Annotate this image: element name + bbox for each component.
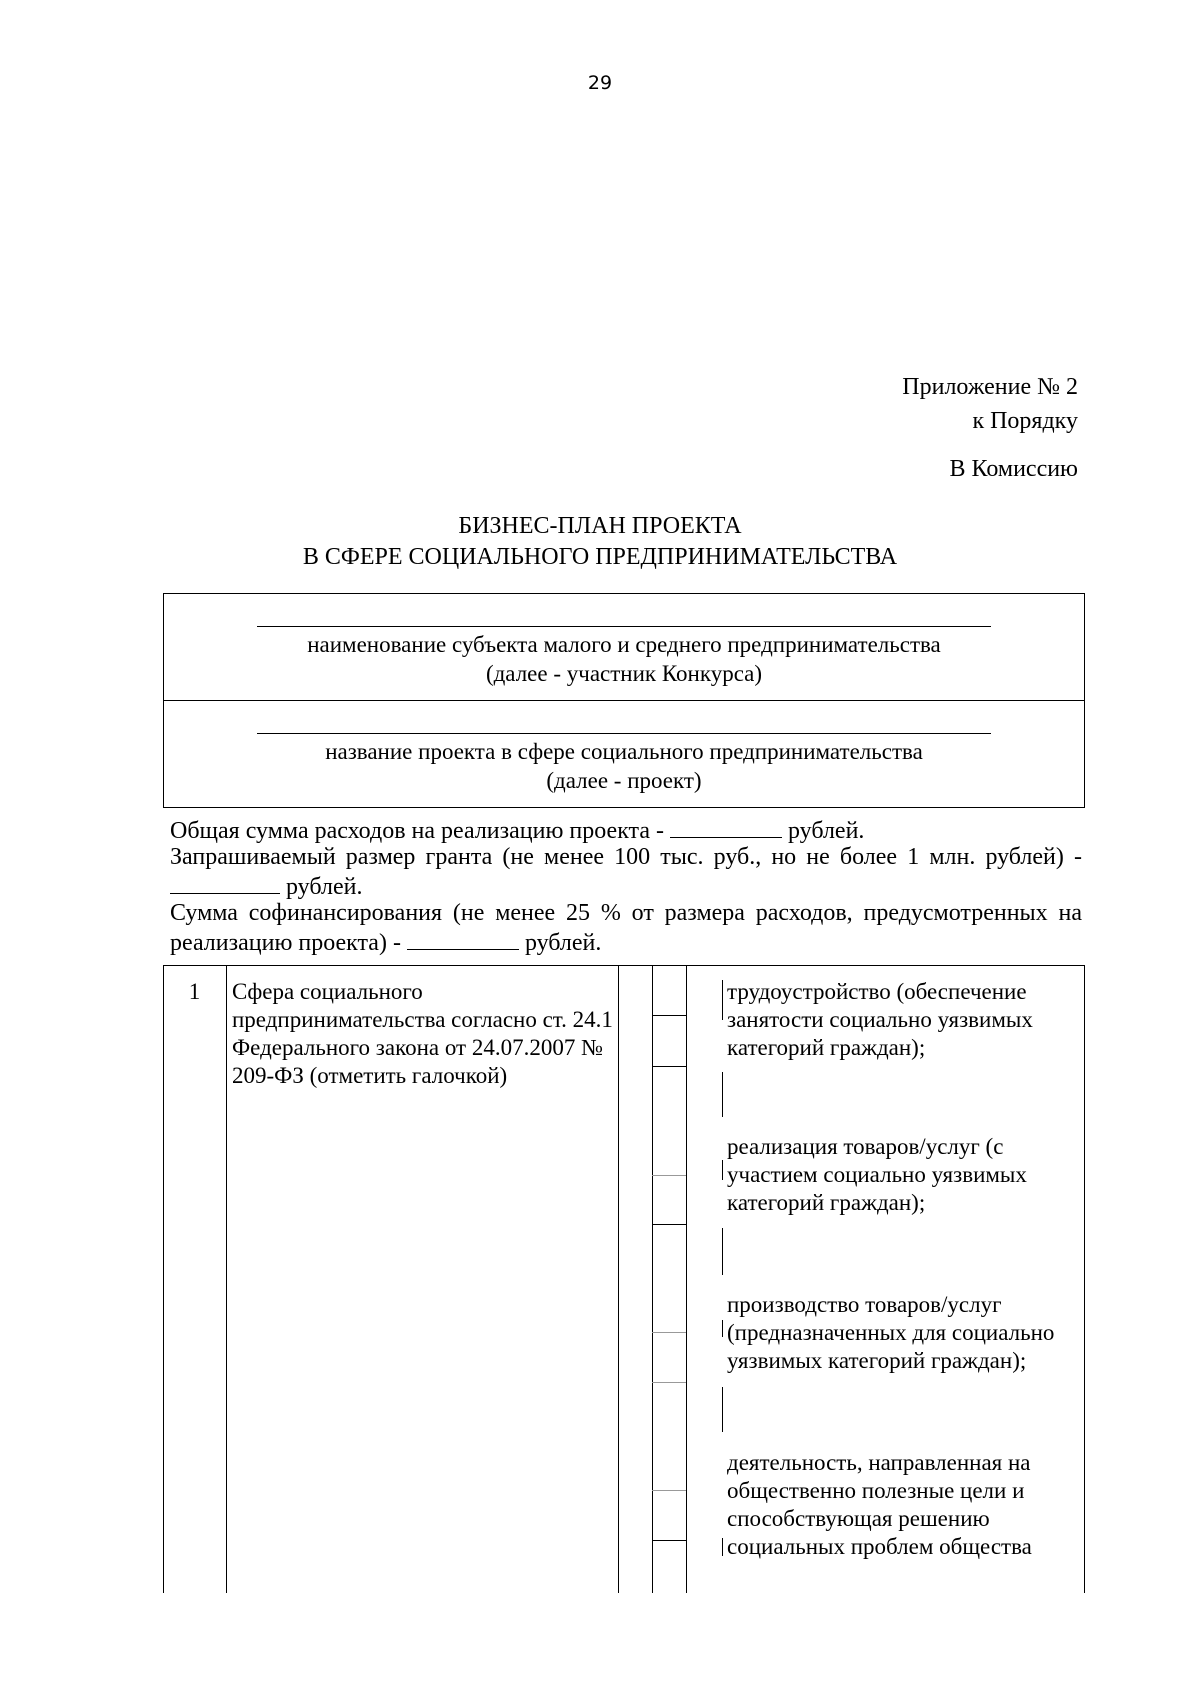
participant-caption-line-1: наименование субъекта малого и среднего предпринимательства [307, 632, 941, 657]
option-marker [722, 1072, 723, 1117]
table-col-divider-1 [226, 965, 227, 1593]
option-public-benefit: деятельность, направленная на общественно полезные цели и способствующая решению социальных проблем общества [727, 1450, 1032, 1559]
checkbox-3[interactable] [652, 1332, 686, 1333]
title-line-2: В СФЕРЕ СОЦИАЛЬНОГО ПРЕДПРИНИМАТЕЛЬСТВА [302, 544, 898, 570]
option-marker [722, 1160, 723, 1180]
checkbox-col-left [652, 965, 653, 1593]
option-production: производство товаров/услуг (предназначенных для социально уязвимых категорий граждан); [727, 1292, 1055, 1373]
cofinancing-unit: рублей. [524, 930, 602, 956]
grant-amount-label: Запрашиваемый размер гранта (не менее 100 тыс. руб., но не более 1 млн. рублей) - [170, 844, 1082, 870]
total-cost-unit: рублей. [787, 818, 865, 844]
option-sales: реализация товаров/услуг (с участием социально уязвимых категорий граждан); [727, 1134, 1027, 1215]
participant-caption-line-2: (далее - участник Конкурса) [485, 661, 763, 686]
option-marker [722, 1228, 723, 1275]
checkbox-4[interactable] [652, 1490, 686, 1491]
checkbox-col-right [686, 965, 687, 1593]
option-marker [722, 1538, 723, 1556]
cofinancing-label-2: реализацию проекта) - [170, 930, 401, 956]
checkbox-divider [652, 1066, 686, 1067]
addressee: В Комиссию [949, 456, 1078, 482]
appendix-label: Приложение № 2 [902, 374, 1078, 400]
checkbox-divider [652, 1224, 686, 1225]
project-caption-line-1: название проекта в сфере социального предпринимательства [325, 739, 923, 764]
option-employment: трудоустройство (обеспечение занятости социально уязвимых категорий граждан); [727, 979, 1033, 1060]
page-number: 29 [587, 72, 613, 94]
table-top-border [163, 965, 1085, 966]
option-marker [722, 1387, 723, 1432]
grant-amount-unit: рублей. [286, 874, 363, 900]
checkbox-divider [652, 1382, 686, 1383]
row-number: 1 [188, 979, 201, 1004]
cofinancing-label: Сумма софинансирования (не менее 25 % от размера расходов, предусмотренных на [170, 900, 1082, 926]
option-marker [722, 980, 723, 1020]
option-marker [722, 1320, 723, 1337]
row-label: Сфера социального предпринимательства согласно ст. 24.1 Федерального закона от 24.07.2007 № 209-ФЗ (отметить галочкой) [232, 979, 613, 1088]
checkbox-1[interactable] [652, 1015, 686, 1016]
table-left-border [163, 965, 164, 1593]
order-reference: к Порядку [972, 408, 1078, 434]
checkbox-divider [652, 1540, 686, 1541]
checkbox-2[interactable] [652, 1175, 686, 1176]
total-cost-label: Общая сумма расходов на реализацию проекта - [170, 818, 664, 844]
project-caption-line-2: (далее - проект) [546, 768, 702, 793]
table-col-divider-2 [618, 965, 619, 1593]
title-line-1: БИЗНЕС-ПЛАН ПРОЕКТА [458, 513, 742, 539]
table-right-border [1084, 965, 1085, 1593]
